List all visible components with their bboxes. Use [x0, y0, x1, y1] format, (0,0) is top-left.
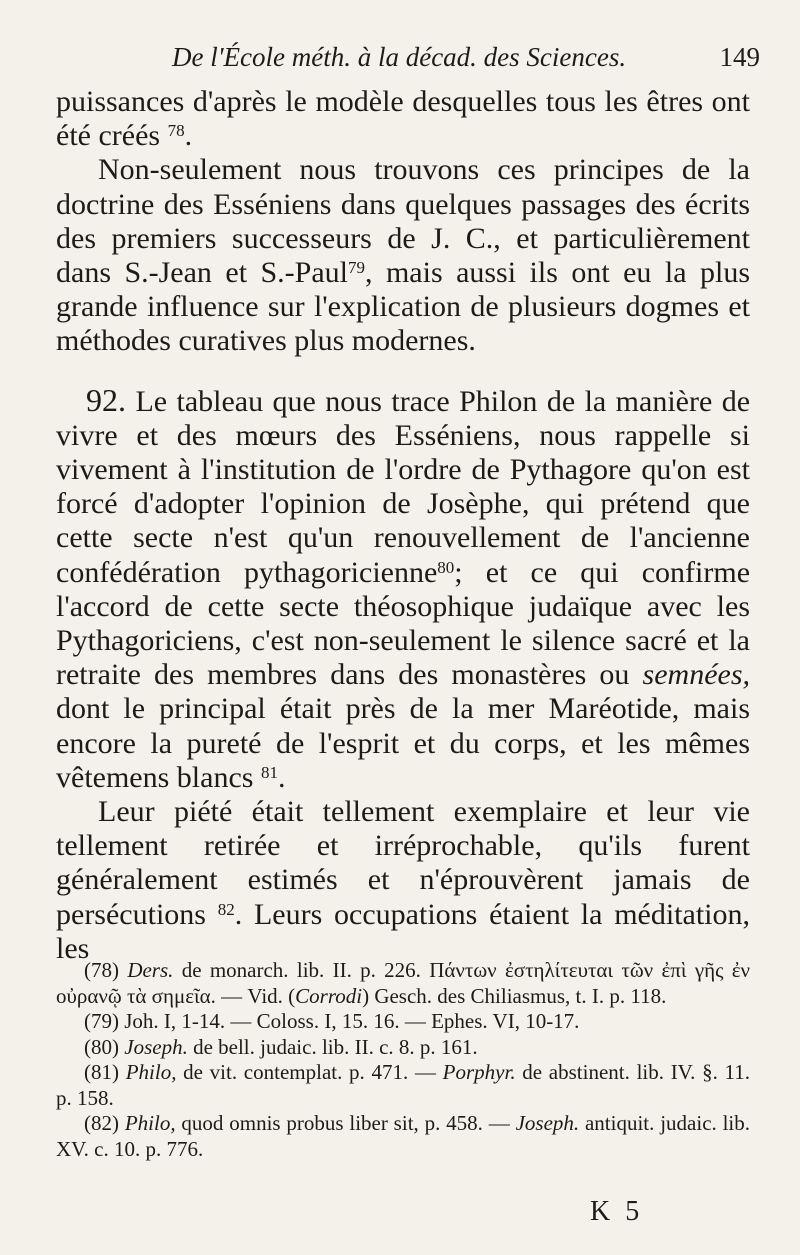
footnote-label: (81) — [84, 1060, 119, 1084]
footnote-label: (82) — [84, 1111, 119, 1135]
footnote-text: antiquit. judaic. lib. XV. c. 10. p. 776. — [56, 1111, 751, 1161]
paragraph-1-tail: . — [184, 119, 193, 153]
footnote-text: de vit. contemplat. p. 471. — — [183, 1060, 436, 1084]
section-92-text-4: . — [277, 760, 286, 794]
footnote-78 — [56, 958, 750, 1009]
paragraph-4 — [56, 795, 750, 966]
footnote-author: Joseph. — [124, 1034, 188, 1059]
footnotes — [56, 958, 750, 1162]
paragraph-2-text-1: Non-seulement nous trouvons ces principes de la doctrine des Esséniens dans quelques passages des écrits des premiers successeurs de J. C., et particulièrement dans S.-Jean et S.-Paul — [56, 153, 750, 290]
paragraph-2 — [56, 153, 750, 358]
footnote-author: Ders. — [127, 958, 174, 982]
footnote-ref-82[interactable]: 82 — [217, 899, 235, 919]
running-title: De l'École méth. à la décad. des Sciences. — [172, 42, 627, 72]
footnote-label: (78) — [84, 958, 119, 982]
footnote-author: Joseph. — [515, 1111, 580, 1135]
paragraph-4-text-2: . Leurs occupations étaient la méditation, les — [56, 897, 751, 965]
footnote-ref-81[interactable]: 81 — [260, 762, 278, 782]
footnote-text: de bell. judaic. lib. II. c. 8. p. 161. — [193, 1034, 478, 1059]
footnote-ref-78[interactable]: 78 — [167, 121, 185, 141]
footnote-80 — [56, 1035, 750, 1061]
main-text — [56, 85, 750, 966]
paragraph-1-text: puissances d'après le modèle desquelles tous les êtres ont été créés — [56, 85, 750, 153]
paragraph-1 — [56, 85, 750, 153]
page-number: 149 — [719, 42, 760, 72]
footnote-author: Philo, — [124, 1111, 176, 1135]
footnote-author: Philo, — [125, 1060, 177, 1084]
signature-mark: K 5 — [590, 1196, 644, 1227]
section-number: 92. — [86, 381, 126, 418]
paragraph-4-text-1: Leur piété était tellement exemplaire et leur vie tellement retirée et irréprochable, qu'ils furent généralement estimés et n'éprouvèrent jamais de persécutions — [56, 795, 750, 931]
footnote-author: Porphyr. — [442, 1060, 516, 1084]
page-header — [0, 42, 800, 82]
footnote-label: (80) — [84, 1034, 119, 1059]
footnote-text: de monarch. lib. II. p. 226. Πάντων ἐστηλίτευται τῶν ἐπὶ γῆς ἐν οὐρανῷ τὰ σημεῖα. — Vid. ( — [56, 958, 751, 1008]
footnote-text: de abstinent. lib. IV. §. 11. p. 158. — [56, 1060, 751, 1110]
section-92-text-3: dont le principal était près de la mer Maréotide, mais encore la pureté de l'esprit et du corps, et les mêmes vêtemens blancs — [56, 692, 750, 794]
footnote-label: (79) — [84, 1009, 119, 1033]
footnote-81 — [56, 1060, 750, 1111]
footnote-ref-79[interactable]: 79 — [348, 258, 365, 278]
footnote-text: Joh. I, 1-14. — Coloss. I, 15. 16. — Ephes. VI, 10-17. — [124, 1009, 580, 1033]
italic-term-semnees: semnées, — [642, 658, 751, 692]
section-92-text-2: ; et ce qui confirme l'accord de cette secte théosophique judaïque avec les Pythagoriciens, c'est non-seulement le silence sacré et la retraite des membres dans des monastères ou — [56, 555, 751, 692]
footnote-text: ) Gesch. des Chiliasmus, t. I. p. 118. — [362, 983, 667, 1008]
footnote-author: Corrodi — [295, 983, 363, 1008]
footnote-ref-80[interactable]: 80 — [437, 557, 455, 577]
paragraph-2-text-2: , mais aussi ils ont eu la plus grande influence sur l'explication de plusieurs dogmes et méthodes curatives plus modernes. — [56, 256, 750, 358]
footnote-text: quod omnis probus liber sit, p. 458. — — [181, 1111, 510, 1135]
footnote-79 — [56, 1009, 750, 1035]
footnote-82 — [56, 1111, 750, 1162]
section-92 — [56, 383, 750, 795]
section-92-text-1: Le tableau que nous trace Philon de la manière de vivre et des mœurs des Esséniens, nous rappelle si vivement à l'institution de l'ordre de Pythagore qu'on est forcé d'adopter l'opinion de Josèphe, qui prétend que cette secte n'est qu'un renouvellement de l'ancienne confédération pythagoricienne — [56, 384, 751, 589]
